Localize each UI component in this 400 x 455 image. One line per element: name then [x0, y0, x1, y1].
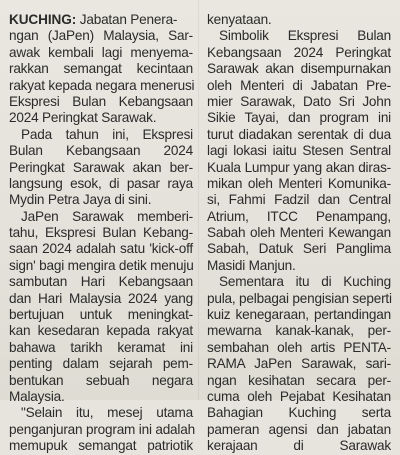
- article-line: Simbolik Ekspresi Bulan: [219, 28, 391, 44]
- article-line: rakyat kepada negara menerusi: [9, 77, 195, 93]
- article-line: Mydin Petra Jaya di sini.: [9, 192, 152, 208]
- article-column-left: [9, 12, 193, 455]
- article-line: kerajaan di Sarawak: [207, 438, 391, 454]
- article-line: si, Fahmi Fadzil dan Central: [207, 192, 391, 208]
- article-line: memupuk semangat patriotik: [9, 438, 193, 454]
- article-line: ngan kesihatan secara per-: [207, 372, 391, 388]
- article-line: kenyataan.: [207, 12, 272, 27]
- article-line: mier Sarawak, Dato Sri John: [207, 93, 391, 109]
- article-line: bertujuan untuk meningkat-: [9, 307, 193, 323]
- article-line: mewarna kanak-kanak, per-: [207, 323, 391, 339]
- article-line: Bulan Kebangsaan 2024: [9, 143, 193, 159]
- article-line: bahawa tarikh keramat ini: [9, 339, 193, 355]
- article-line: kuiz kenegaraan, pertandingan: [207, 307, 391, 323]
- article-line: awak kembali lagi menyema-: [9, 44, 193, 60]
- article-line: Sabah oleh Menteri Kewangan: [207, 225, 391, 241]
- article-line: Sarawak akan disempurnakan: [207, 61, 391, 77]
- article-line: Kuala Lumpur yang akan diras-: [207, 159, 391, 175]
- column-gutter: [198, 0, 199, 400]
- article-line: pula, pelbagai pengisian seperti: [207, 290, 392, 306]
- article-line: "Selain itu, mesej utama: [21, 405, 193, 421]
- article-line: Sikie Tayai, dan program ini: [207, 110, 391, 126]
- article-line: pameran agensi dan jabatan: [207, 421, 391, 437]
- article-line: 2024 Peringkat Sarawak.: [9, 110, 157, 126]
- article-line: penganjuran program ini adalah: [9, 421, 195, 437]
- article-line: saan 2024 adalah satu 'kick-off: [9, 241, 193, 257]
- article-line: JaPen Sarawak memberi-: [21, 208, 193, 224]
- article-line: rakkan semangat kecintaan: [9, 61, 193, 77]
- article-line: Kebangsaan 2024 Peringkat: [207, 44, 391, 60]
- article-line: sembahan oleh artis PENTA-: [207, 339, 391, 355]
- article-line: cuma oleh Pejabat Kesihatan: [207, 388, 391, 404]
- article-line: Malaysia.: [9, 388, 65, 404]
- article-line: bentukan sebuah negara: [9, 372, 193, 388]
- article-line: Masidi Manjun.: [207, 257, 296, 273]
- article-line: Ekspresi Bulan Kebangsaan: [9, 93, 193, 109]
- article-line: sign' bagi mengira detik menuju: [9, 257, 194, 273]
- article-line: kan kesedaran kepada rakyat: [9, 323, 193, 339]
- article-line: Sabah, Datuk Seri Panglima: [207, 241, 391, 257]
- article-line: Peringkat Sarawak akan ber-: [9, 159, 193, 175]
- article-line: sambutan Hari Kebangsaan: [9, 274, 193, 290]
- article-line: lagi lokasi iaitu Stesen Sentral: [207, 143, 391, 159]
- article-line: Pada tahun ini, Ekspresi: [21, 126, 193, 142]
- article-line: tahu, Ekspresi Bulan Kebang-: [9, 225, 193, 241]
- article-line: ngan (JaPen) Malaysia, Sar-: [9, 28, 193, 44]
- article-line: penting dalam sejarah pem-: [9, 356, 193, 372]
- article-line: langsung esok, di pasar raya: [9, 175, 193, 191]
- article-line: Sementara itu di Kuching: [219, 274, 391, 290]
- article-column-right: [207, 12, 391, 455]
- article-line: Atrium, ITCC Penampang,: [207, 208, 391, 224]
- article-line-text: Jabatan Penera-: [76, 12, 178, 27]
- dateline: KUCHING:: [9, 12, 77, 27]
- article-line: dan Hari Malaysia 2024 yang: [9, 290, 193, 306]
- article-line: turut diadakan serentak di dua: [207, 126, 391, 142]
- article-line: Bahagian Kuching serta: [207, 405, 391, 421]
- article-line: RAMA JaPen Sarawak, sari-: [207, 356, 391, 372]
- article-line: mikan oleh Menteri Komunika-: [207, 175, 391, 191]
- article-line: [9, 12, 193, 28]
- article-line: oleh Menteri di Jabatan Pre-: [207, 77, 391, 93]
